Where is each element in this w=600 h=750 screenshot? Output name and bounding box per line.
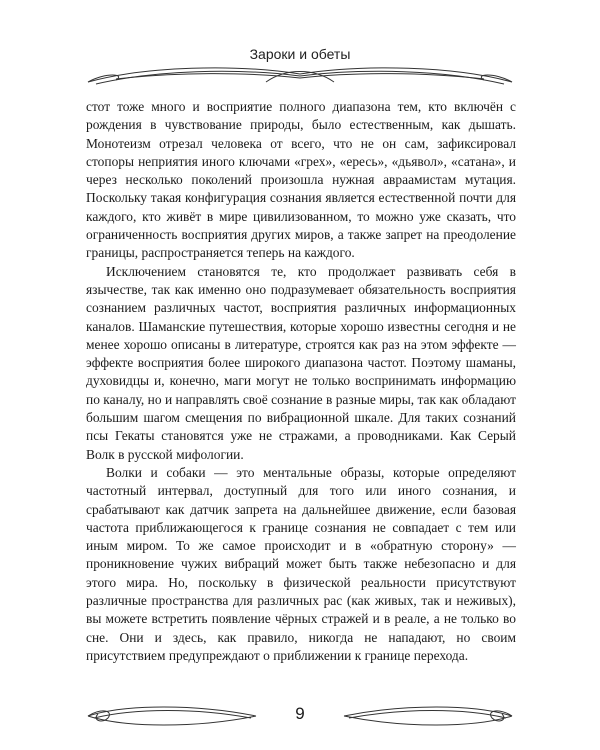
paragraph-2: Исключением становятся те, кто продолжает развивать себя в язычестве, так как именно оно подразумевает обязательность восприятия сознанием различных частот, восприятия различных информационных каналов. Шаманские путешествия, которые хорошо известны сегодня и не менее хорошо описаны в литературе, строятся как раз на этом эффекте — эффекте восприятия более широкого диапазона частот. Поэтому шаманы, духовидцы и, конечно, маги могут не только воспринимать информацию по каналу, но и направлять своё сознание в разные миры, так как обладают большим шагом смещения по вибрационной шкале. Для таких сознаний псы Гекаты становятся уже не стражами, а проводниками. Как Серый Волк в русской мифологии. [86,263,516,462]
running-header: Зароки и обеты [249,46,351,62]
paragraph-1: стот тоже много и восприятие полного диапазона тем, кто включён с рождения в чувствование природы, было естественным, как дышать. Монотеизм отрезал человека от всего, что не он сам, зафиксировал стопоры неприятия иного ключами «грех», «ересь», «дьявол», «сатана», и через несколько поколений произошла нужная авраамистам мутация. Поскольку такая конфигурация сознания является естественной почти для каждого, кто живёт в мире цивилизованном, то можно уже сказать, что ограниченность восприятия других миров, а также запрет на преодоление границы, распространяется теперь на каждого. [86,99,516,261]
paragraph-3: Волки и собаки — это ментальные образы, которые определяют частотный интервал, доступный для того или иного сознания, и срабатывают как датчик запрета на дальнейшее движение, если базовая частота приближающегося к границе сознания не совпадает с тем или иным миром. То же самое происходит и в «обратную сторону» — проникновение чужих вибраций может быть также небезопасно и для этого мира. Но, поскольку в физической реальности присутствуют различные пространства для различных рас (как живых, так и неживых), вы можете встретить появление чёрных стражей и в реале, а не только во сне. Они и здесь, как правило, никогда не нападают, но своим присутствием предупреждают о приближении к границе перехода. [86,464,516,663]
main-text [86,98,516,665]
page-number: 9 [295,704,305,723]
header-ornament [86,62,514,88]
